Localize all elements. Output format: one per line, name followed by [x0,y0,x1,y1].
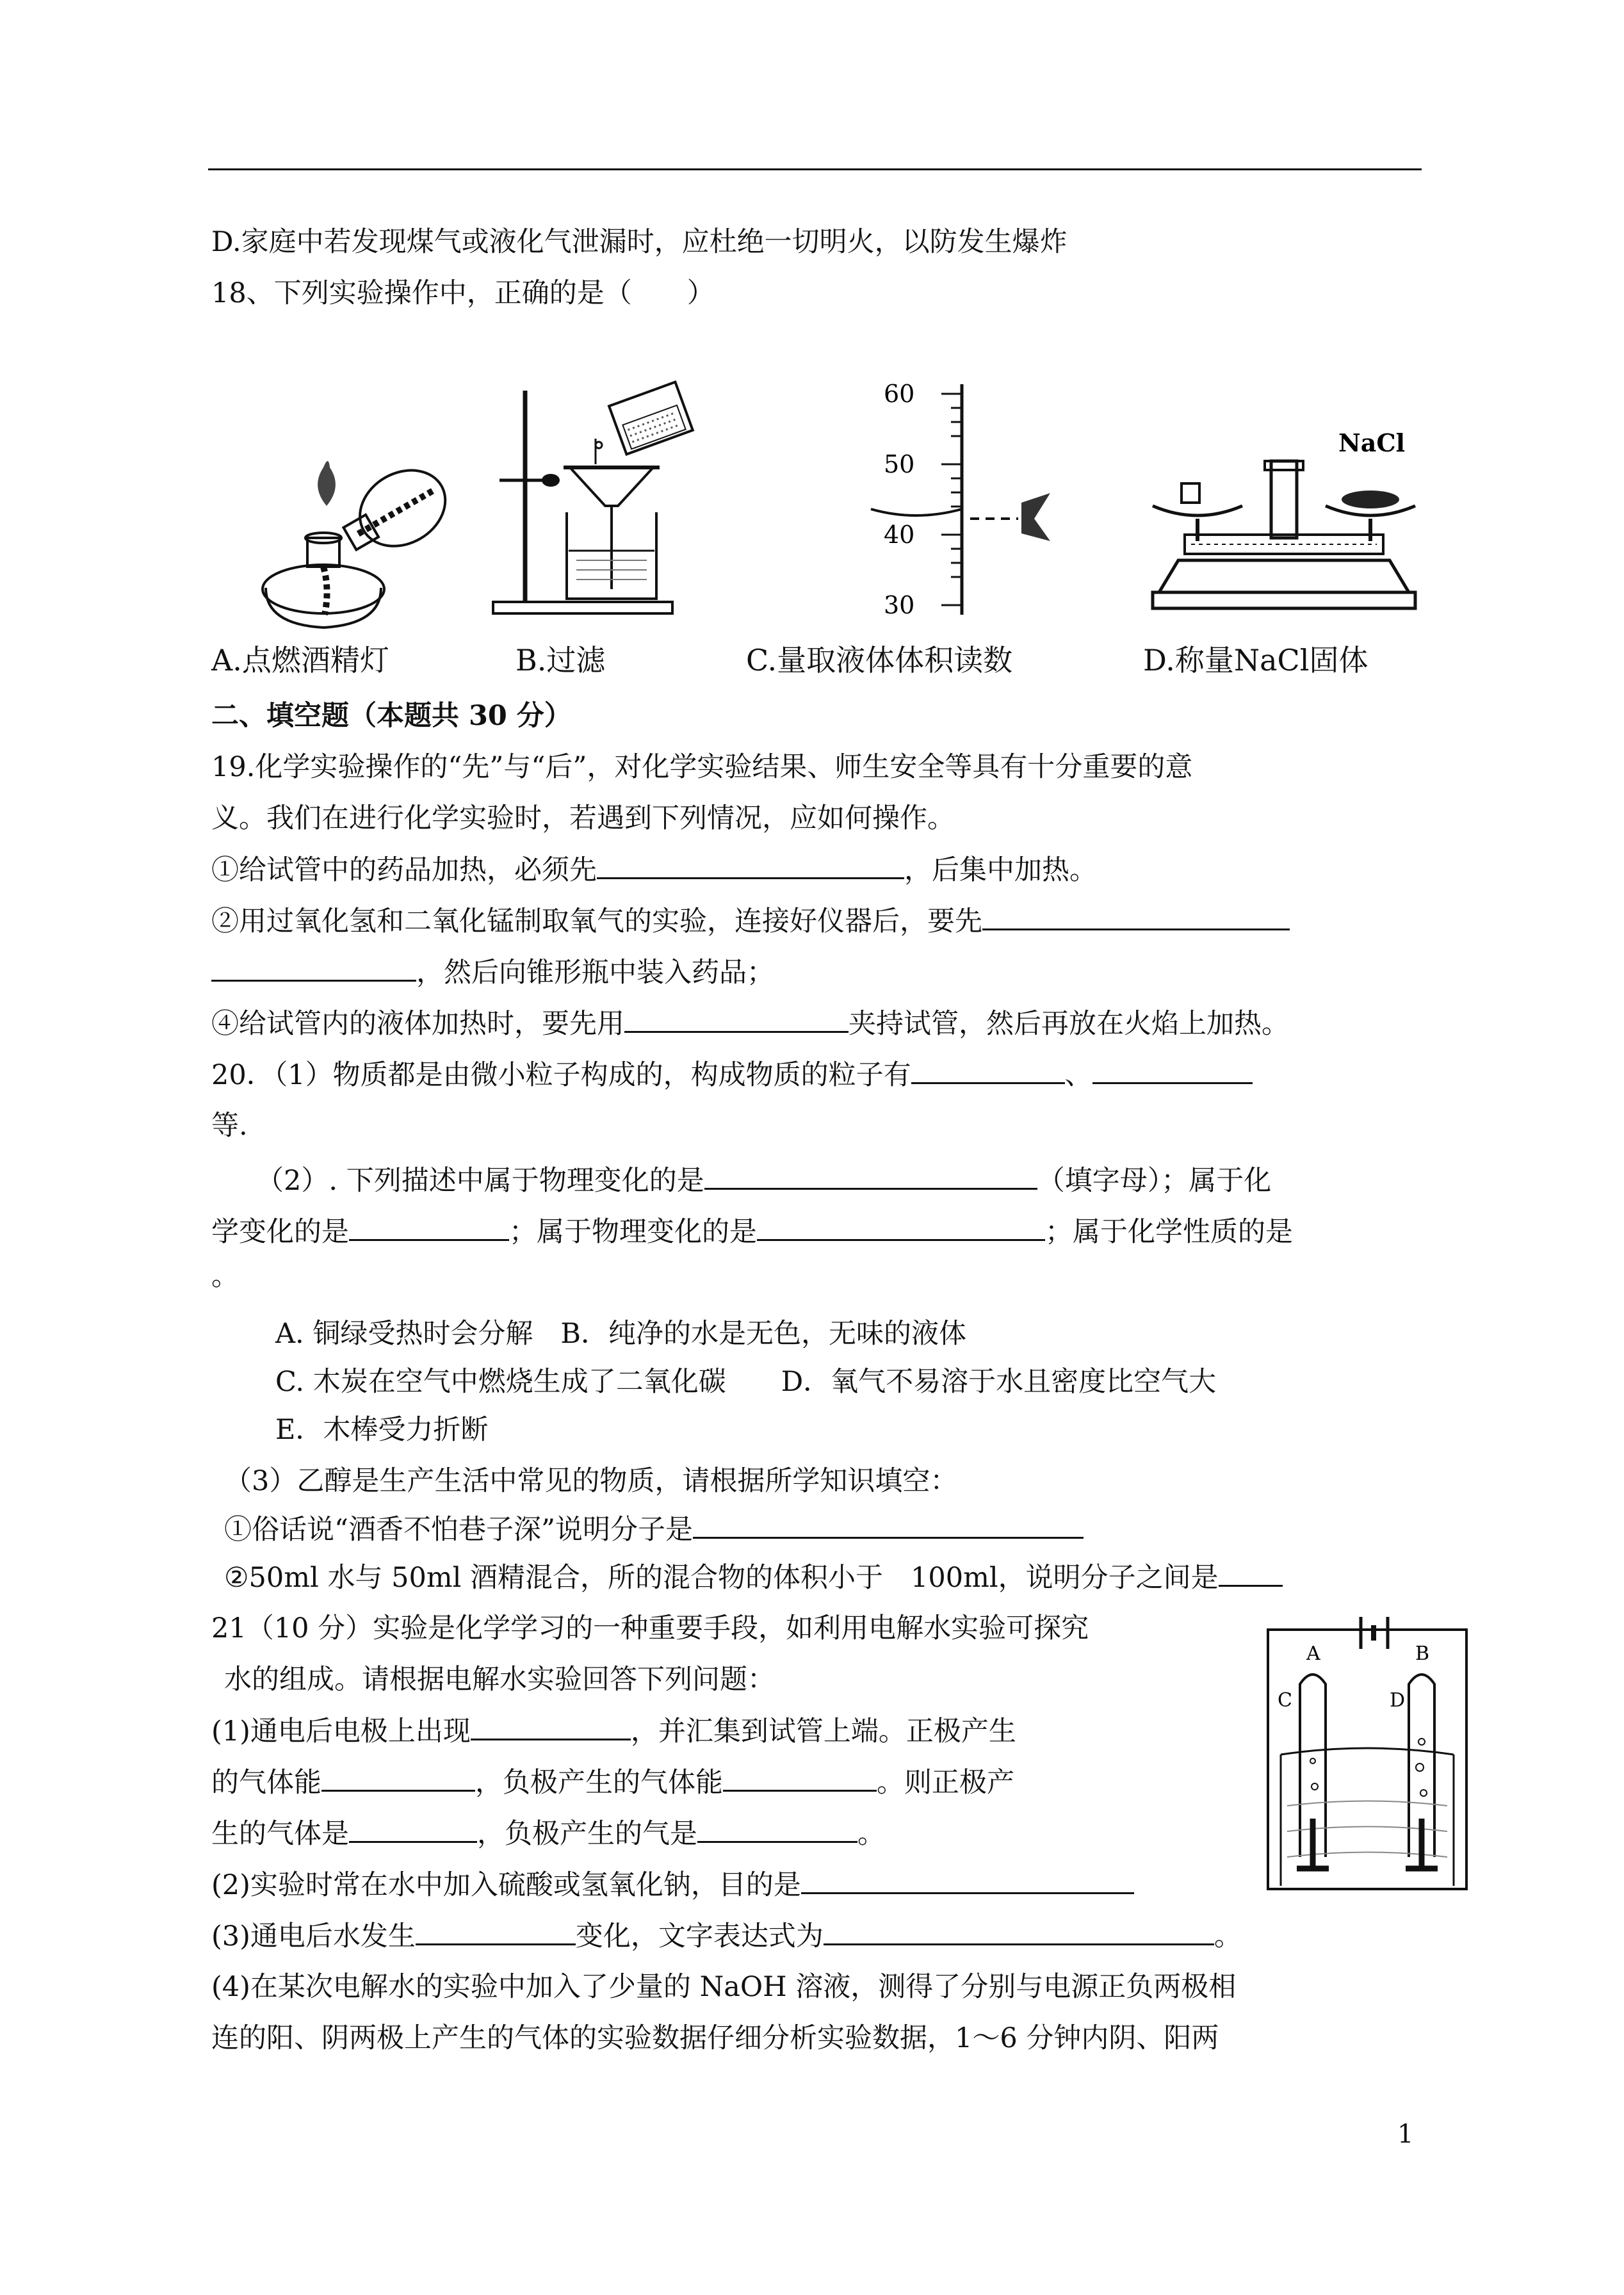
q20-option-ab: A. 铜绿受热时会分解 B．纯净的水是无色，无味的液体 [275,1318,966,1350]
q21-text-1: 21（10 分）实验是化学学习的一种重要手段，如利用电解水实验可探究 [211,1612,1089,1644]
answer-blank[interactable] [349,1213,509,1241]
q19-item-2-cont: ，然后向锥形瓶中装入药品； [211,954,774,991]
answer-blank[interactable] [911,1057,1065,1084]
answer-blank[interactable] [321,1764,475,1792]
answer-blank[interactable] [416,1918,576,1945]
q21-text-2: 水的组成。请根据电解水实验回答下列问题： [224,1664,775,1696]
question-18: 18、下列实验操作中，正确的是（ ） [211,277,715,309]
caption-c: C.量取液体体积读数 [746,643,1013,677]
figure-d-balance [1140,423,1434,624]
answer-blank[interactable] [757,1213,1045,1241]
cylinder-tick-40: 40 [884,521,915,549]
q21-item-2: (2)实验时常在水中加入硫酸或氢氧化钠，目的是 [211,1867,1134,1903]
caption-d: D.称量NaCl固体 [1143,643,1368,677]
q20-part-3: （3）乙醇是生产生活中常见的物质，请根据所学知识填空： [224,1465,958,1497]
figure-a-alcohol-lamp [253,442,458,637]
answer-blank[interactable] [471,1713,631,1740]
q20-part-3-item-2: ②50ml 水与 50ml 酒精混合，所的混合物的体积小于 100ml，说明分子之间是 [224,1559,1283,1596]
answer-blank[interactable] [349,1815,477,1843]
answer-blank[interactable] [693,1511,1084,1539]
q20-part-2: （2）. 下列描述中属于物理变化的是 （填字母）；属于化 [256,1162,1271,1199]
cylinder-tick-60: 60 [884,380,915,408]
answer-blank[interactable] [982,903,1290,930]
q20-part-1-cont: 等. [211,1110,248,1142]
q21-item-1-cont: 的气体能 ，负极产生的气体能 。则正极产 [211,1764,1014,1801]
q21-item-3: (3)通电后水发生 变化，文字表达式为 。 [211,1918,1242,1954]
cylinder-tick-30: 30 [884,591,915,618]
answer-blank[interactable] [597,852,904,879]
q20-part-1: 20．（1）物质都是由微小粒子构成的，构成物质的粒子有 、 [211,1057,1253,1093]
answer-blank[interactable] [1092,1057,1253,1084]
q19-item-2: ②用过氧化氢和二氧化锰制取氧气的实验，连接好仪器后，要先 [211,903,1290,939]
label-a: A [1306,1642,1320,1665]
q19-text-2: 义。我们在进行化学实验时，若遇到下列情况，应如何操作。 [211,802,955,834]
answer-blank[interactable] [824,1918,1214,1945]
answer-blank[interactable] [1219,1559,1283,1587]
q20-option-e: E．木棒受力折断 [275,1414,489,1446]
answer-blank[interactable] [723,1764,877,1792]
q20-part-2-end: 。 [211,1260,239,1292]
label-c: C [1278,1689,1292,1712]
option-d-line: D.家庭中若发现煤气或液化气泄漏时，应杜绝一切明火，以防发生爆炸 [211,226,1068,258]
q20-option-cd: C. 木炭在空气中燃烧生成了二氧化碳 D．氧气不易溶于水且密度比空气大 [275,1366,1217,1398]
caption-b: B.过滤 [516,643,606,677]
q21-item-1: (1)通电后电极上出现 ，并汇集到试管上端。正极产生 [211,1713,1016,1749]
nacl-label: NaCl [1338,428,1406,457]
answer-blank[interactable] [624,1005,849,1033]
q21-item-4: (4)在某次电解水的实验中加入了少量的 NaOH 溶液，测得了分别与电源正负两极相 [211,1971,1237,2003]
q19-item-1: ①给试管中的药品加热，必须先 ，后集中加热。 [211,852,1097,888]
answer-blank[interactable] [697,1815,857,1843]
q20-part-3-item-1: ①俗话说“酒香不怕巷子深”说明分子是 [224,1511,1084,1548]
figure-c-cylinder-reading [858,375,1076,620]
page-number: 1 [1397,2120,1414,2149]
answer-blank[interactable] [704,1162,1037,1190]
q21-item-1-end: 生的气体是 ，负极产生的气是 。 [211,1815,885,1852]
caption-a: A.点燃酒精灯 [211,643,389,677]
q21-item-4-cont: 连的阳、阴两极上产生的气体的实验数据仔细分析实验数据，1～6 分钟内阴、阳两 [211,2022,1219,2054]
figure-electrolysis [1265,1614,1476,1898]
cylinder-tick-50: 50 [884,450,915,478]
answer-blank[interactable] [801,1867,1134,1894]
figure-b-filtration [487,378,717,624]
q19-item-4: ④给试管内的液体加热时，要先用 夹持试管，然后再放在火焰上加热。 [211,1005,1289,1042]
section-2-heading: 二、填空题（本题共 30 分） [211,700,572,732]
q19-text-1: 19.化学实验操作的“先”与“后”，对化学实验结果、师生安全等具有十分重要的意 [211,751,1193,783]
answer-blank[interactable] [211,954,416,982]
label-b: B [1415,1642,1430,1665]
header-rule [208,168,1422,170]
q20-part-2-cont: 学变化的是 ；属于物理变化的是 ；属于化学性质的是 [211,1213,1293,1250]
label-d: D [1390,1689,1406,1712]
